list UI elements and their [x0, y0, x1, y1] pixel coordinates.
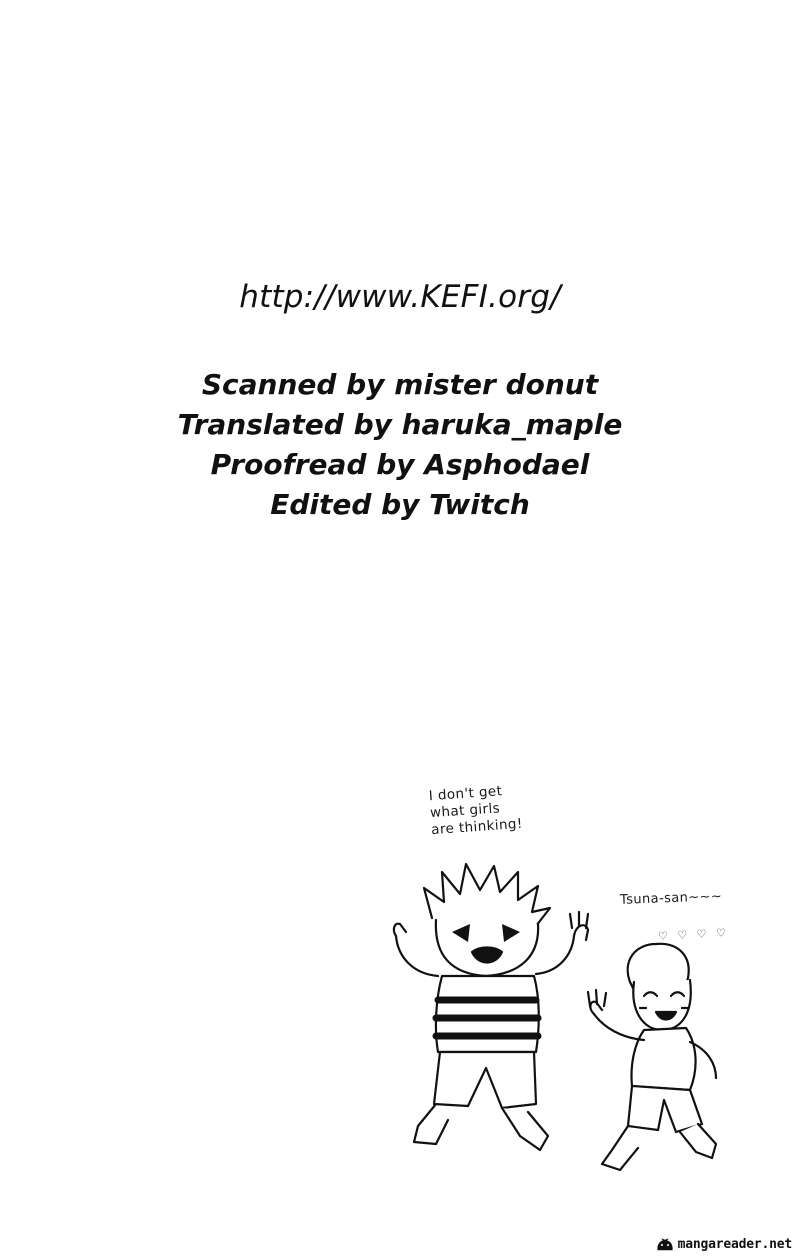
credit-line-proofread: Proofread by Asphodael: [210, 447, 590, 481]
site-watermark: [656, 1237, 792, 1252]
scanlation-url: http://www.KEFI.org/: [239, 279, 561, 315]
credit-line-translated: Translated by haruka_maple: [177, 407, 623, 441]
credit-line-scanned: Scanned by mister donut: [201, 367, 599, 401]
tsuna-handwritten-line: I don't get what girls are thinking!: [428, 783, 524, 839]
cat-logo-icon: [656, 1238, 674, 1252]
watermark-text: mangareader.net: [677, 1237, 792, 1252]
heart-symbols: ♡ ♡ ♡ ♡: [657, 926, 730, 943]
chibi-sketch-illustration: [390, 760, 770, 1200]
kyoko-handwritten-line: Tsuna-san~~~: [619, 889, 723, 908]
credits-block: [0, 278, 800, 525]
sketch-figures-icon: [390, 760, 770, 1200]
credit-line-edited: Edited by Twitch: [270, 487, 530, 521]
